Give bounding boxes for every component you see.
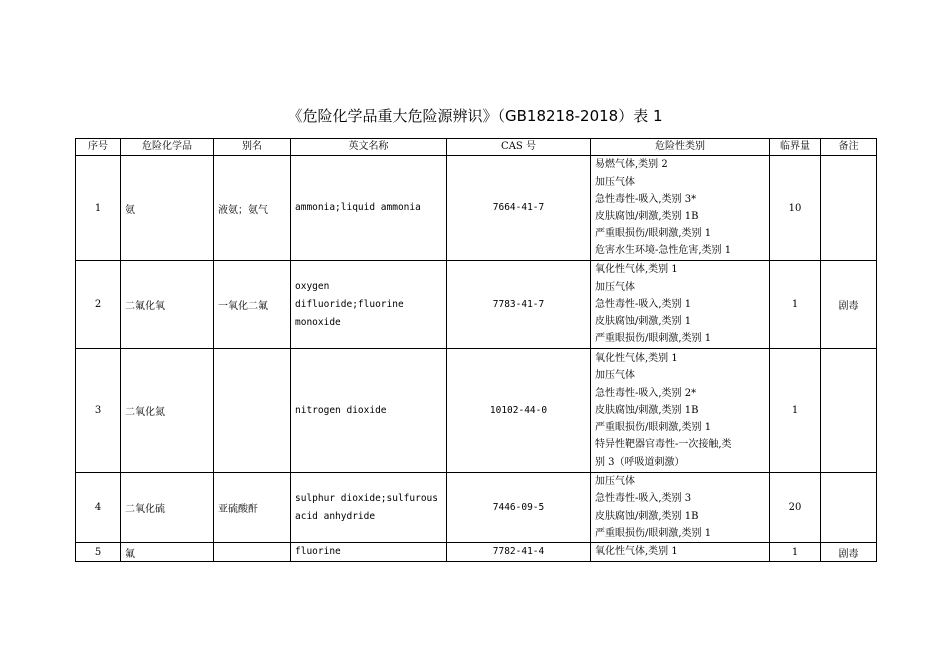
header-row <box>76 139 877 156</box>
cell-alias: 亚硫酸酐 <box>214 473 291 543</box>
cell-note <box>821 156 877 261</box>
header-cell-threshold: 临界量 <box>770 139 821 156</box>
header-cell-cas: CAS 号 <box>447 139 591 156</box>
hazard-line: 严重眼损伤/眼刺激,类别 1 <box>595 228 712 240</box>
cell-name: 二氟化氧 <box>121 261 214 349</box>
cell-threshold: 1 <box>770 261 821 349</box>
cell-threshold: 1 <box>770 543 821 562</box>
cell-note <box>821 473 877 543</box>
cell-english: oxygen difluoride;fluorine monoxide <box>291 261 447 349</box>
hazard-line: 急性毒性-吸入,类别 1 <box>595 298 692 310</box>
header-cell-alias: 别名 <box>214 139 291 156</box>
hazard-line: 皮肤腐蚀/刺激,类别 1B <box>595 404 699 416</box>
table-row <box>76 543 877 562</box>
hazard-line: 严重眼损伤/眼刺激,类别 1 <box>595 333 712 345</box>
hazard-line: 严重眼损伤/眼刺激,类别 1 <box>595 527 712 539</box>
hazard-line: 皮肤腐蚀/刺激,类别 1B <box>595 510 699 522</box>
hazard-line: 加压气体 <box>595 176 635 188</box>
cell-hazards <box>591 473 770 543</box>
hazard-line: 氧化性气体,类别 1 <box>595 353 678 365</box>
cell-name: 氟 <box>121 543 214 562</box>
hazard-line: 易燃气体,类别 2 <box>595 159 668 171</box>
hazard-line: 别 3（呼吸道刺激） <box>595 456 685 468</box>
header-cell-english: 英文名称 <box>291 139 447 156</box>
header-cell-no: 序号 <box>76 139 121 156</box>
header-cell-note: 备注 <box>821 139 877 156</box>
cell-cas: 7664-41-7 <box>447 156 591 261</box>
cell-no: 2 <box>76 261 121 349</box>
cell-english: ammonia;liquid ammonia <box>291 156 447 261</box>
hazard-line: 皮肤腐蚀/刺激,类别 1 <box>595 316 692 328</box>
cell-no: 4 <box>76 473 121 543</box>
hazard-line: 氧化性气体,类别 1 <box>595 546 678 558</box>
hazard-table <box>75 138 877 562</box>
cell-no: 1 <box>76 156 121 261</box>
cell-hazards <box>591 543 770 562</box>
cell-english: nitrogen dioxide <box>291 349 447 473</box>
cell-hazards <box>591 156 770 261</box>
cell-name: 氨 <box>121 156 214 261</box>
cell-threshold: 1 <box>770 349 821 473</box>
cell-name: 二氧化氮 <box>121 349 214 473</box>
header-cell-name: 危险化学品 <box>121 139 214 156</box>
hazard-line: 氧化性气体,类别 1 <box>595 264 678 276</box>
table-row <box>76 473 877 543</box>
hazard-line: 急性毒性-吸入,类别 2* <box>595 387 697 399</box>
hazard-line: 急性毒性-吸入,类别 3* <box>595 193 697 205</box>
hazard-line: 皮肤腐蚀/刺激,类别 1B <box>595 211 699 222</box>
cell-english: fluorine <box>291 543 447 562</box>
cell-threshold: 10 <box>770 156 821 261</box>
cell-cas: 7446-09-5 <box>447 473 591 543</box>
cell-hazards <box>591 349 770 473</box>
cell-cas: 10102-44-0 <box>447 349 591 473</box>
cell-english: sulphur dioxide;sulfurous acid anhydride <box>291 473 447 543</box>
table-row <box>76 156 877 261</box>
cell-alias <box>214 543 291 562</box>
cell-note <box>821 349 877 473</box>
cell-hazards <box>591 261 770 349</box>
hazard-line: 严重眼损伤/眼刺激,类别 1 <box>595 422 712 434</box>
cell-name: 二氧化硫 <box>121 473 214 543</box>
hazard-line: 加压气体 <box>595 281 635 293</box>
cell-alias: 液氨；氨气 <box>214 156 291 261</box>
cell-note: 剧毒 <box>821 261 877 349</box>
cell-no: 3 <box>76 349 121 473</box>
hazard-line: 加压气体 <box>595 370 635 382</box>
table-row <box>76 349 877 473</box>
cell-note: 剧毒 <box>821 543 877 562</box>
header-cell-hazard: 危险性类别 <box>591 139 770 156</box>
hazard-line: 危害水生环境-急性危害,类别 1 <box>595 245 732 257</box>
hazard-line: 急性毒性-吸入,类别 3 <box>595 493 692 505</box>
cell-threshold: 20 <box>770 473 821 543</box>
hazard-line: 特异性靶器官毒性-一次接触,类 <box>595 439 732 451</box>
cell-no: 5 <box>76 543 121 562</box>
cell-alias: 一氧化二氟 <box>214 261 291 349</box>
cell-cas: 7783-41-7 <box>447 261 591 349</box>
hazard-line: 加压气体 <box>595 476 635 488</box>
table-row <box>76 261 877 349</box>
cell-alias <box>214 349 291 473</box>
cell-cas: 7782-41-4 <box>447 543 591 562</box>
document-title: 《危险化学品重大危险源辨识》（GB18218-2018）表 1 <box>287 107 663 125</box>
